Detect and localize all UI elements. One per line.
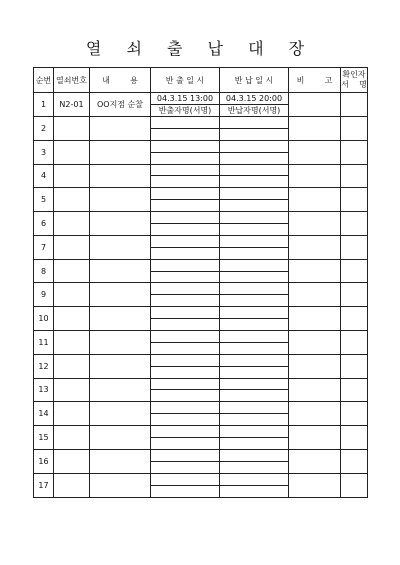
confirmer-sign-cell[interactable] (341, 283, 368, 307)
row-number-cell[interactable]: 15 (34, 426, 54, 450)
table-row (34, 140, 368, 152)
row-number-cell[interactable]: 1 (34, 93, 54, 117)
table-row (34, 378, 368, 390)
return-time-cell[interactable] (220, 117, 289, 129)
remarks-cell[interactable] (289, 378, 341, 402)
return-signer-cell[interactable] (220, 200, 289, 212)
checkout-time-cell[interactable] (151, 307, 220, 319)
checkout-signer-cell[interactable]: 반출자명(서명) (151, 105, 220, 117)
return-time-cell[interactable] (220, 473, 289, 485)
confirmer-sign-cell[interactable] (341, 212, 368, 236)
remarks-cell[interactable] (289, 473, 341, 497)
key-number-cell[interactable] (54, 140, 90, 164)
table-row (34, 212, 368, 224)
content-cell[interactable] (90, 449, 151, 473)
return-signer-cell[interactable] (220, 247, 289, 259)
return-signer-cell[interactable] (220, 366, 289, 378)
content-cell[interactable] (90, 354, 151, 378)
table-row (34, 93, 368, 105)
row-number-cell[interactable]: 6 (34, 212, 54, 236)
table-row (34, 402, 368, 414)
return-signer-cell[interactable] (220, 152, 289, 164)
key-number-cell[interactable] (54, 283, 90, 307)
return-signer-cell[interactable] (220, 390, 289, 402)
key-number-cell[interactable] (54, 259, 90, 283)
content-cell[interactable] (90, 188, 151, 212)
row-number-cell[interactable]: 7 (34, 235, 54, 259)
checkout-time-cell[interactable] (151, 235, 220, 247)
return-time-cell[interactable] (220, 164, 289, 176)
table-row (34, 331, 368, 343)
content-cell[interactable] (90, 117, 151, 141)
col-header-confirmer-sign (341, 68, 368, 93)
checkout-signer-cell[interactable] (151, 366, 220, 378)
checkout-time-cell[interactable] (151, 354, 220, 366)
content-cell[interactable] (90, 164, 151, 188)
return-signer-cell[interactable] (220, 224, 289, 236)
content-cell[interactable] (90, 402, 151, 426)
row-number-cell[interactable]: 8 (34, 259, 54, 283)
key-number-cell[interactable] (54, 235, 90, 259)
confirmer-sign-cell[interactable] (341, 402, 368, 426)
table-row (34, 259, 368, 271)
content-cell[interactable] (90, 378, 151, 402)
content-cell[interactable] (90, 331, 151, 355)
row-number-cell[interactable]: 13 (34, 378, 54, 402)
return-time-cell[interactable] (220, 426, 289, 438)
key-number-cell[interactable]: N2-01 (54, 93, 90, 117)
checkout-signer-cell[interactable] (151, 271, 220, 283)
confirmer-sign-cell[interactable] (341, 235, 368, 259)
checkout-signer-cell[interactable] (151, 247, 220, 259)
table-row (34, 283, 368, 295)
remarks-cell[interactable] (289, 93, 341, 117)
return-time-cell[interactable] (220, 449, 289, 461)
col-header-no: 순번 (34, 68, 54, 93)
col-header-confirmer: 확인자 (342, 70, 366, 79)
row-number-cell[interactable]: 11 (34, 331, 54, 355)
row-number-cell[interactable]: 14 (34, 402, 54, 426)
confirmer-sign-cell[interactable] (341, 259, 368, 283)
table-row (34, 307, 368, 319)
key-number-cell[interactable] (54, 164, 90, 188)
return-signer-cell[interactable] (220, 128, 289, 140)
key-number-cell[interactable] (54, 188, 90, 212)
col-header-return-time: 반 납 일 시 (220, 68, 289, 93)
key-number-cell[interactable] (54, 473, 90, 497)
table-row (34, 188, 368, 200)
return-signer-cell[interactable] (220, 295, 289, 307)
return-time-cell[interactable]: 04.3.15 20:00 (220, 93, 289, 105)
return-time-cell[interactable] (220, 235, 289, 247)
table-row (34, 117, 368, 129)
table-row (34, 473, 368, 485)
header-row (34, 68, 368, 93)
table-row (34, 164, 368, 176)
col-header-signature: 서 명 (341, 80, 367, 89)
checkout-time-cell[interactable] (151, 212, 220, 224)
checkout-signer-cell[interactable] (151, 200, 220, 212)
key-number-cell[interactable] (54, 449, 90, 473)
return-time-cell[interactable] (220, 378, 289, 390)
remarks-cell[interactable] (289, 426, 341, 450)
checkout-signer-cell[interactable] (151, 485, 220, 497)
checkout-time-cell[interactable] (151, 426, 220, 438)
key-number-cell[interactable] (54, 212, 90, 236)
remarks-cell[interactable] (289, 188, 341, 212)
row-number-cell[interactable]: 5 (34, 188, 54, 212)
checkout-time-cell[interactable] (151, 140, 220, 152)
return-time-cell[interactable] (220, 402, 289, 414)
page-title: 열 쇠 출 납 대 장 (85, 39, 315, 58)
confirmer-sign-cell[interactable] (341, 473, 368, 497)
row-number-cell[interactable]: 9 (34, 283, 54, 307)
confirmer-sign-cell[interactable] (341, 378, 368, 402)
confirmer-sign-cell[interactable] (341, 426, 368, 450)
remarks-cell[interactable] (289, 354, 341, 378)
row-number-cell[interactable]: 16 (34, 449, 54, 473)
return-signer-cell[interactable] (220, 319, 289, 331)
content-cell[interactable] (90, 259, 151, 283)
content-cell[interactable] (90, 235, 151, 259)
row-number-cell[interactable]: 2 (34, 117, 54, 141)
return-time-cell[interactable] (220, 212, 289, 224)
remarks-cell[interactable] (289, 449, 341, 473)
content-cell[interactable] (90, 473, 151, 497)
row-number-cell[interactable]: 4 (34, 164, 54, 188)
checkout-signer-cell[interactable] (151, 461, 220, 473)
return-signer-cell[interactable] (220, 438, 289, 450)
checkout-time-cell[interactable] (151, 331, 220, 343)
remarks-cell[interactable] (289, 235, 341, 259)
ledger-body (34, 93, 368, 498)
row-number-cell[interactable]: 3 (34, 140, 54, 164)
checkout-time-cell[interactable] (151, 402, 220, 414)
checkout-time-cell[interactable] (151, 164, 220, 176)
return-time-cell[interactable] (220, 354, 289, 366)
row-number-cell[interactable]: 10 (34, 307, 54, 331)
checkout-signer-cell[interactable] (151, 390, 220, 402)
table-row (34, 235, 368, 247)
key-number-cell[interactable] (54, 331, 90, 355)
remarks-cell[interactable] (289, 402, 341, 426)
return-signer-cell[interactable] (220, 271, 289, 283)
return-signer-cell[interactable] (220, 176, 289, 188)
key-number-cell[interactable] (54, 426, 90, 450)
confirmer-sign-cell[interactable] (341, 307, 368, 331)
remarks-cell[interactable] (289, 140, 341, 164)
confirmer-sign-cell[interactable] (341, 164, 368, 188)
key-number-cell[interactable] (54, 378, 90, 402)
confirmer-sign-cell[interactable] (341, 354, 368, 378)
checkout-signer-cell[interactable] (151, 295, 220, 307)
confirmer-sign-cell[interactable] (341, 140, 368, 164)
return-time-cell[interactable] (220, 259, 289, 271)
content-cell[interactable] (90, 307, 151, 331)
content-cell[interactable] (90, 283, 151, 307)
checkout-signer-cell[interactable] (151, 438, 220, 450)
checkout-time-cell[interactable] (151, 473, 220, 485)
checkout-time-cell[interactable] (151, 283, 220, 295)
remarks-cell[interactable] (289, 164, 341, 188)
confirmer-sign-cell[interactable] (341, 331, 368, 355)
content-cell[interactable] (90, 212, 151, 236)
checkout-signer-cell[interactable] (151, 152, 220, 164)
confirmer-sign-cell[interactable] (341, 188, 368, 212)
return-signer-cell[interactable]: 반납자명(서명) (220, 105, 289, 117)
key-number-cell[interactable] (54, 307, 90, 331)
col-header-content: 내 용 (90, 68, 151, 93)
return-signer-cell[interactable] (220, 461, 289, 473)
row-number-cell[interactable]: 12 (34, 354, 54, 378)
key-number-cell[interactable] (54, 402, 90, 426)
checkout-time-cell[interactable] (151, 117, 220, 129)
checkout-signer-cell[interactable] (151, 342, 220, 354)
remarks-cell[interactable] (289, 117, 341, 141)
checkout-time-cell[interactable] (151, 378, 220, 390)
return-time-cell[interactable] (220, 283, 289, 295)
table-row (34, 449, 368, 461)
remarks-cell[interactable] (289, 259, 341, 283)
content-cell[interactable] (90, 140, 151, 164)
checkout-time-cell[interactable]: 04.3.15 13:00 (151, 93, 220, 105)
row-number-cell[interactable]: 17 (34, 473, 54, 497)
content-cell[interactable]: OO지점 순찰 (90, 93, 151, 117)
table-row (34, 426, 368, 438)
col-header-checkout-time: 반 출 일 시 (151, 68, 220, 93)
remarks-cell[interactable] (289, 283, 341, 307)
remarks-cell[interactable] (289, 331, 341, 355)
checkout-signer-cell[interactable] (151, 224, 220, 236)
col-header-key-number: 열쇠번호 (54, 68, 90, 93)
return-signer-cell[interactable] (220, 485, 289, 497)
content-cell[interactable] (90, 426, 151, 450)
checkout-signer-cell[interactable] (151, 414, 220, 426)
checkout-time-cell[interactable] (151, 449, 220, 461)
confirmer-sign-cell[interactable] (341, 117, 368, 141)
return-signer-cell[interactable] (220, 342, 289, 354)
checkout-time-cell[interactable] (151, 188, 220, 200)
checkout-signer-cell[interactable] (151, 176, 220, 188)
checkout-time-cell[interactable] (151, 259, 220, 271)
key-ledger-table (33, 67, 368, 498)
checkout-signer-cell[interactable] (151, 128, 220, 140)
return-time-cell[interactable] (220, 140, 289, 152)
key-number-cell[interactable] (54, 117, 90, 141)
remarks-cell[interactable] (289, 212, 341, 236)
checkout-signer-cell[interactable] (151, 319, 220, 331)
return-time-cell[interactable] (220, 331, 289, 343)
confirmer-sign-cell[interactable] (341, 449, 368, 473)
remarks-cell[interactable] (289, 307, 341, 331)
return-signer-cell[interactable] (220, 414, 289, 426)
key-number-cell[interactable] (54, 354, 90, 378)
col-header-remarks: 비 고 (289, 68, 341, 93)
table-row (34, 354, 368, 366)
return-time-cell[interactable] (220, 188, 289, 200)
return-time-cell[interactable] (220, 307, 289, 319)
confirmer-sign-cell[interactable] (341, 93, 368, 117)
